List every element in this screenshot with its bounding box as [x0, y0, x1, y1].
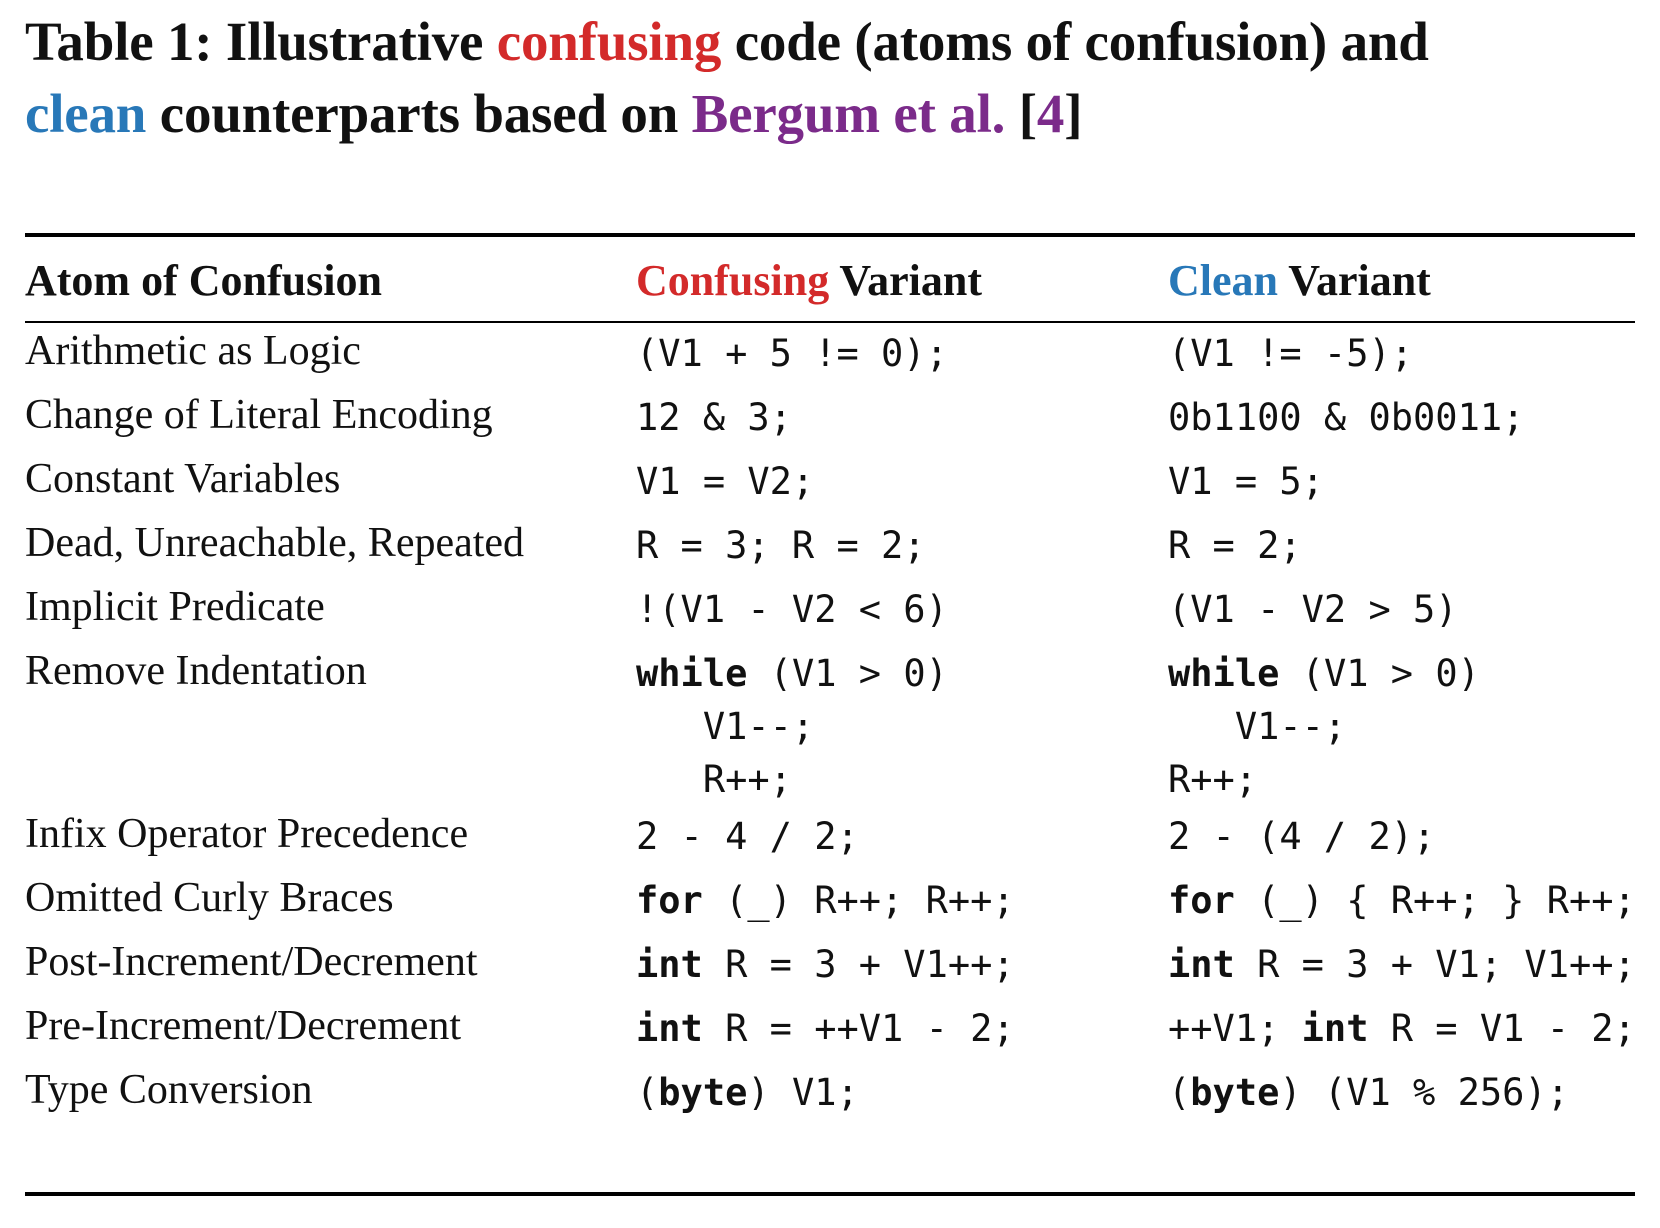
code-line: [1168, 391, 1524, 444]
clean-variant-code: [1168, 647, 1480, 806]
code-text: R++;: [1168, 758, 1258, 801]
table-bottom-rule: [25, 1192, 1635, 1196]
atom-name: Arithmetic as Logic: [25, 328, 361, 374]
code-keyword: for: [1168, 879, 1235, 922]
confusing-variant-code: [636, 455, 814, 508]
confusing-variant-code: [636, 938, 1015, 991]
table-caption: [25, 6, 1645, 150]
table-header-rule: [25, 321, 1635, 323]
code-line: [1168, 455, 1324, 508]
code-line: [1168, 753, 1480, 806]
caption-run: counterparts based on: [146, 83, 692, 144]
confusing-variant-code: [636, 1002, 1015, 1055]
code-text: R++;: [636, 758, 792, 801]
code-line: [1168, 1066, 1569, 1119]
code-line: [1168, 938, 1636, 991]
clean-variant-code: [1168, 327, 1413, 380]
confusing-variant-code: [636, 583, 948, 636]
header-clean-word: Clean: [1168, 256, 1278, 305]
confusing-variant-code: [636, 810, 859, 863]
header-atom-of-confusion: Atom of Confusion: [25, 256, 382, 305]
caption-run: clean: [25, 83, 147, 144]
atom-name: Pre-Increment/Decrement: [25, 1003, 462, 1049]
code-text: V1 = 5;: [1168, 460, 1324, 503]
code-line: [636, 938, 1015, 991]
confusing-variant-code: [636, 874, 1015, 927]
code-text: 2 - (4 / 2);: [1168, 815, 1436, 858]
confusing-variant-code: [636, 1066, 859, 1119]
code-text: R = ++V1 - 2;: [702, 1007, 1015, 1050]
code-line: [1168, 1002, 1636, 1055]
clean-variant-code: [1168, 810, 1435, 863]
code-text: R = 2;: [1168, 524, 1302, 567]
code-line: [1168, 647, 1480, 700]
table-top-rule: [25, 233, 1635, 237]
code-text: ) V1;: [747, 1071, 859, 1114]
code-line: [1168, 810, 1435, 863]
clean-variant-code: [1168, 583, 1458, 636]
code-line: [1168, 583, 1458, 636]
atom-name: Type Conversion: [25, 1067, 313, 1113]
code-line: [1168, 519, 1302, 572]
atom-name: Omitted Curly Braces: [25, 875, 394, 921]
code-line: [1168, 700, 1480, 753]
code-text: V1--;: [1168, 705, 1347, 748]
clean-variant-code: [1168, 391, 1524, 444]
code-line: [636, 583, 948, 636]
code-line: [636, 810, 859, 863]
clean-variant-code: [1168, 1002, 1636, 1055]
atom-name: Constant Variables: [25, 456, 341, 502]
header-variant-word-1: Variant: [829, 256, 983, 305]
confusing-variant-code: [636, 391, 792, 444]
caption-line-2: [25, 78, 1645, 150]
code-text: R = V1 - 2;: [1368, 1007, 1636, 1050]
code-line: [636, 1066, 859, 1119]
code-text: !(V1 - V2 < 6): [636, 588, 948, 631]
caption-run: Bergum et al.: [691, 83, 1006, 144]
code-keyword: for: [636, 879, 703, 922]
atom-name: Remove Indentation: [25, 648, 367, 694]
code-line: [636, 700, 948, 753]
code-keyword: int: [636, 943, 703, 986]
code-text: 0b1100 & 0b0011;: [1168, 396, 1525, 439]
code-line: [1168, 327, 1413, 380]
confusing-variant-code: [636, 647, 948, 806]
caption-run: ]: [1064, 83, 1083, 144]
code-line: [636, 753, 948, 806]
caption-run: [: [1005, 83, 1037, 144]
code-text: V1 = V2;: [636, 460, 815, 503]
atom-name: Infix Operator Precedence: [25, 811, 469, 857]
clean-variant-code: [1168, 455, 1324, 508]
code-text: R = 3; R = 2;: [636, 524, 926, 567]
code-line: [636, 455, 814, 508]
code-text: (_) R++; R++;: [702, 879, 1015, 922]
code-text: (V1 != -5);: [1168, 332, 1414, 375]
code-line: [636, 647, 948, 700]
code-line: [636, 391, 792, 444]
code-text: (: [1168, 1071, 1191, 1114]
caption-line-1: [25, 6, 1645, 78]
clean-variant-code: [1168, 519, 1302, 572]
code-text: R = 3 + V1++;: [702, 943, 1015, 986]
code-keyword: int: [1168, 943, 1235, 986]
code-text: (V1 > 0): [747, 652, 948, 695]
caption-run: confusing: [496, 11, 722, 72]
header-clean-variant: [1168, 255, 1431, 307]
clean-variant-code: [1168, 1066, 1569, 1119]
confusing-variant-code: [636, 327, 948, 380]
caption-run: Table 1: Illustrative: [25, 11, 497, 72]
header-variant-word-2: Variant: [1278, 256, 1431, 305]
clean-variant-code: [1168, 874, 1636, 927]
code-keyword: byte: [658, 1071, 748, 1114]
code-line: [1168, 874, 1636, 927]
code-text: (V1 > 0): [1279, 652, 1480, 695]
atom-name: Change of Literal Encoding: [25, 392, 493, 438]
code-text: ) (V1 % 256);: [1279, 1071, 1569, 1114]
code-text: (_) { R++; } R++;: [1234, 879, 1636, 922]
code-text: (: [636, 1071, 659, 1114]
code-keyword: byte: [1190, 1071, 1280, 1114]
caption-run: code (atoms of confusion) and: [721, 11, 1429, 72]
code-keyword: int: [636, 1007, 703, 1050]
header-confusing-variant: [636, 255, 982, 307]
atom-name: Implicit Predicate: [25, 584, 325, 630]
code-line: [636, 874, 1015, 927]
code-text: (V1 + 5 != 0);: [636, 332, 948, 375]
code-line: [636, 1002, 1015, 1055]
atom-name: Dead, Unreachable, Repeated: [25, 520, 525, 566]
code-keyword: while: [1168, 652, 1280, 695]
code-text: ++V1;: [1168, 1007, 1302, 1050]
clean-variant-code: [1168, 938, 1636, 991]
confusing-variant-code: [636, 519, 926, 572]
code-text: V1--;: [636, 705, 815, 748]
code-text: (V1 - V2 > 5): [1168, 588, 1458, 631]
atom-name: Post-Increment/Decrement: [25, 939, 478, 985]
code-line: [636, 327, 948, 380]
code-text: R = 3 + V1; V1++;: [1234, 943, 1636, 986]
code-text: 12 & 3;: [636, 396, 792, 439]
header-confusing-word: Confusing: [636, 256, 830, 305]
code-text: 2 - 4 / 2;: [636, 815, 859, 858]
code-keyword: int: [1301, 1007, 1369, 1050]
code-line: [636, 519, 926, 572]
code-keyword: while: [636, 652, 748, 695]
caption-run: 4: [1036, 83, 1065, 144]
